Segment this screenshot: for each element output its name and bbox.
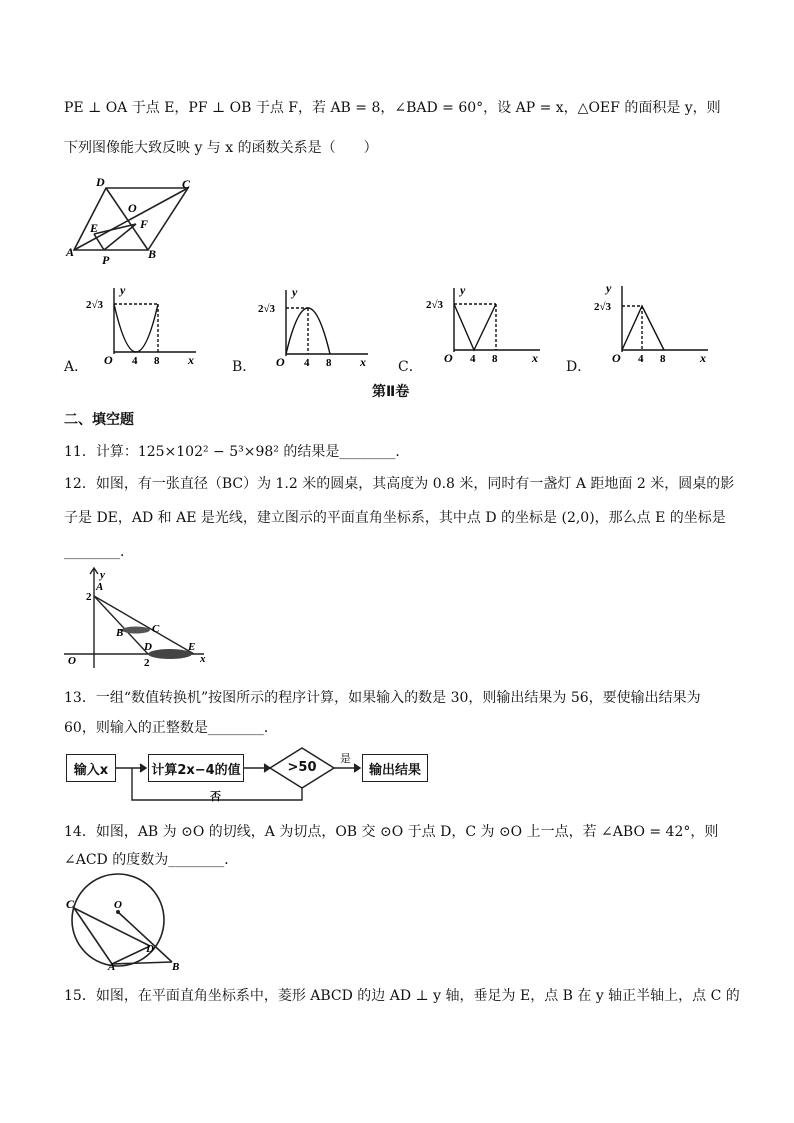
flowchart xyxy=(64,746,430,808)
q14-line1: 14．如图，AB 为 ⊙O 的切线，A 为切点，OB 交 ⊙O 于点 D，C 为 ⊙O 上一点，若 ∠ABO = 42°，则 xyxy=(64,824,719,840)
option-c-x: x xyxy=(532,351,538,365)
option-a-origin: O xyxy=(104,353,113,367)
lamp-fig-B: B xyxy=(116,627,124,639)
lamp-fig-two-y: 2 xyxy=(86,591,92,603)
circle-label-D: D xyxy=(146,943,154,955)
option-d-t8: 8 xyxy=(660,353,666,365)
flow-no-label: 否 xyxy=(210,790,221,803)
lamp-fig-D: D xyxy=(144,641,152,653)
label-B: B xyxy=(148,247,157,261)
q10-line1: PE ⊥ OA 于点 E，PF ⊥ OB 于点 F，若 AB = 8，∠BAD = 60°，设 AP = x，△OEF 的面积是 y，则 xyxy=(64,100,721,116)
option-b-graph xyxy=(256,286,376,372)
q15-text: 15．如图，在平面直角坐标系中，菱形 ABCD 的边 AD ⊥ y 轴，垂足为 E，点 B 在 y 轴正半轴上，点 C 的 xyxy=(64,988,740,1004)
option-c-graph xyxy=(424,284,548,370)
flow-condition: >50 xyxy=(287,760,317,775)
q13-line2: 60，则输入的正整数是________． xyxy=(64,720,278,736)
circle-label-C: C xyxy=(66,897,75,911)
option-c-t8: 8 xyxy=(492,353,498,365)
q12-line1: 12．如图，有一张直径（BC）为 1.2 米的圆桌，其高度为 0.8 米，同时有一盏灯 A 距地面 2 米，圆桌的影 xyxy=(64,476,735,492)
flow-output-box: 输出结果 xyxy=(362,754,428,782)
option-d-graph xyxy=(592,282,716,368)
option-a-t8: 8 xyxy=(154,355,160,367)
option-c-y: y xyxy=(460,284,466,297)
option-a-ytick: 2√3 xyxy=(86,299,104,311)
option-a-t4: 4 xyxy=(132,355,138,367)
option-b-origin: O xyxy=(276,355,285,369)
label-D: D xyxy=(96,175,105,189)
option-d-ytick: 2√3 xyxy=(594,301,612,313)
circle-label-O: O xyxy=(114,899,122,911)
q10-line2: 下列图像能大致反映 y 与 x 的函数关系是（ ） xyxy=(64,140,378,156)
circle-tangent-figure xyxy=(62,872,192,972)
q12-line3: ________． xyxy=(64,544,134,560)
section-heading: 二、填空题 xyxy=(64,412,134,428)
option-c-letter: C． xyxy=(398,359,423,375)
option-c-ytick: 2√3 xyxy=(426,299,444,311)
option-a-y: y xyxy=(120,283,126,297)
lamp-fig-x: x xyxy=(200,653,206,665)
option-b-y: y xyxy=(292,286,298,299)
option-a-x: x xyxy=(188,353,194,367)
label-P: P xyxy=(102,253,110,267)
option-d-x: x xyxy=(700,351,706,365)
lamp-fig-two-x: 2 xyxy=(144,657,150,669)
lamp-fig-y: y xyxy=(100,569,105,581)
rhombus-figure xyxy=(64,174,204,270)
lamp-fig-origin: O xyxy=(68,655,76,667)
label-E: E xyxy=(90,221,99,235)
option-c-t4: 4 xyxy=(470,353,476,365)
label-C: C xyxy=(182,177,191,191)
option-b-t4: 4 xyxy=(304,357,310,369)
lamp-table-figure xyxy=(64,564,210,674)
flow-yes-label: 是 xyxy=(340,752,351,765)
flow-input-box: 输入x xyxy=(66,754,116,782)
section-title: 第Ⅱ卷 xyxy=(372,384,410,400)
option-b-x: x xyxy=(360,355,366,369)
option-b-letter: B． xyxy=(232,359,257,375)
option-c-origin: O xyxy=(444,351,453,365)
lamp-fig-C: C xyxy=(152,623,160,635)
flow-compute-box: 计算2x−4的值 xyxy=(148,754,244,782)
option-d-y: y xyxy=(606,282,612,295)
option-b-ytick: 2√3 xyxy=(258,303,276,315)
option-d-origin: O xyxy=(612,351,621,365)
option-a-graph xyxy=(84,282,204,368)
option-b-t8: 8 xyxy=(326,357,332,369)
lamp-fig-E: E xyxy=(188,641,196,653)
q11-text: 11．计算：125×102² − 5³×98² 的结果是________． xyxy=(64,444,410,460)
lamp-fig-A: A xyxy=(96,581,104,593)
option-d-t4: 4 xyxy=(638,353,644,365)
label-F: F xyxy=(140,217,149,231)
q12-line2: 子是 DE，AD 和 AE 是光线，建立图示的平面直角坐标系，其中点 D 的坐标是 (2,0)，那么点 E 的坐标是 xyxy=(64,510,726,526)
q13-line1: 13．一组“数值转换机”按图所示的程序计算，如果输入的数是 30，则输出结果为 56，要使输出结果为 xyxy=(64,690,701,706)
circle-label-A: A xyxy=(108,961,116,972)
label-A: A xyxy=(66,245,75,259)
q14-line2: ∠ACD 的度数为________． xyxy=(64,852,239,868)
option-d-letter: D． xyxy=(566,359,592,375)
circle-label-B: B xyxy=(172,961,180,972)
option-a-letter: A． xyxy=(64,359,89,375)
label-O: O xyxy=(128,201,137,215)
